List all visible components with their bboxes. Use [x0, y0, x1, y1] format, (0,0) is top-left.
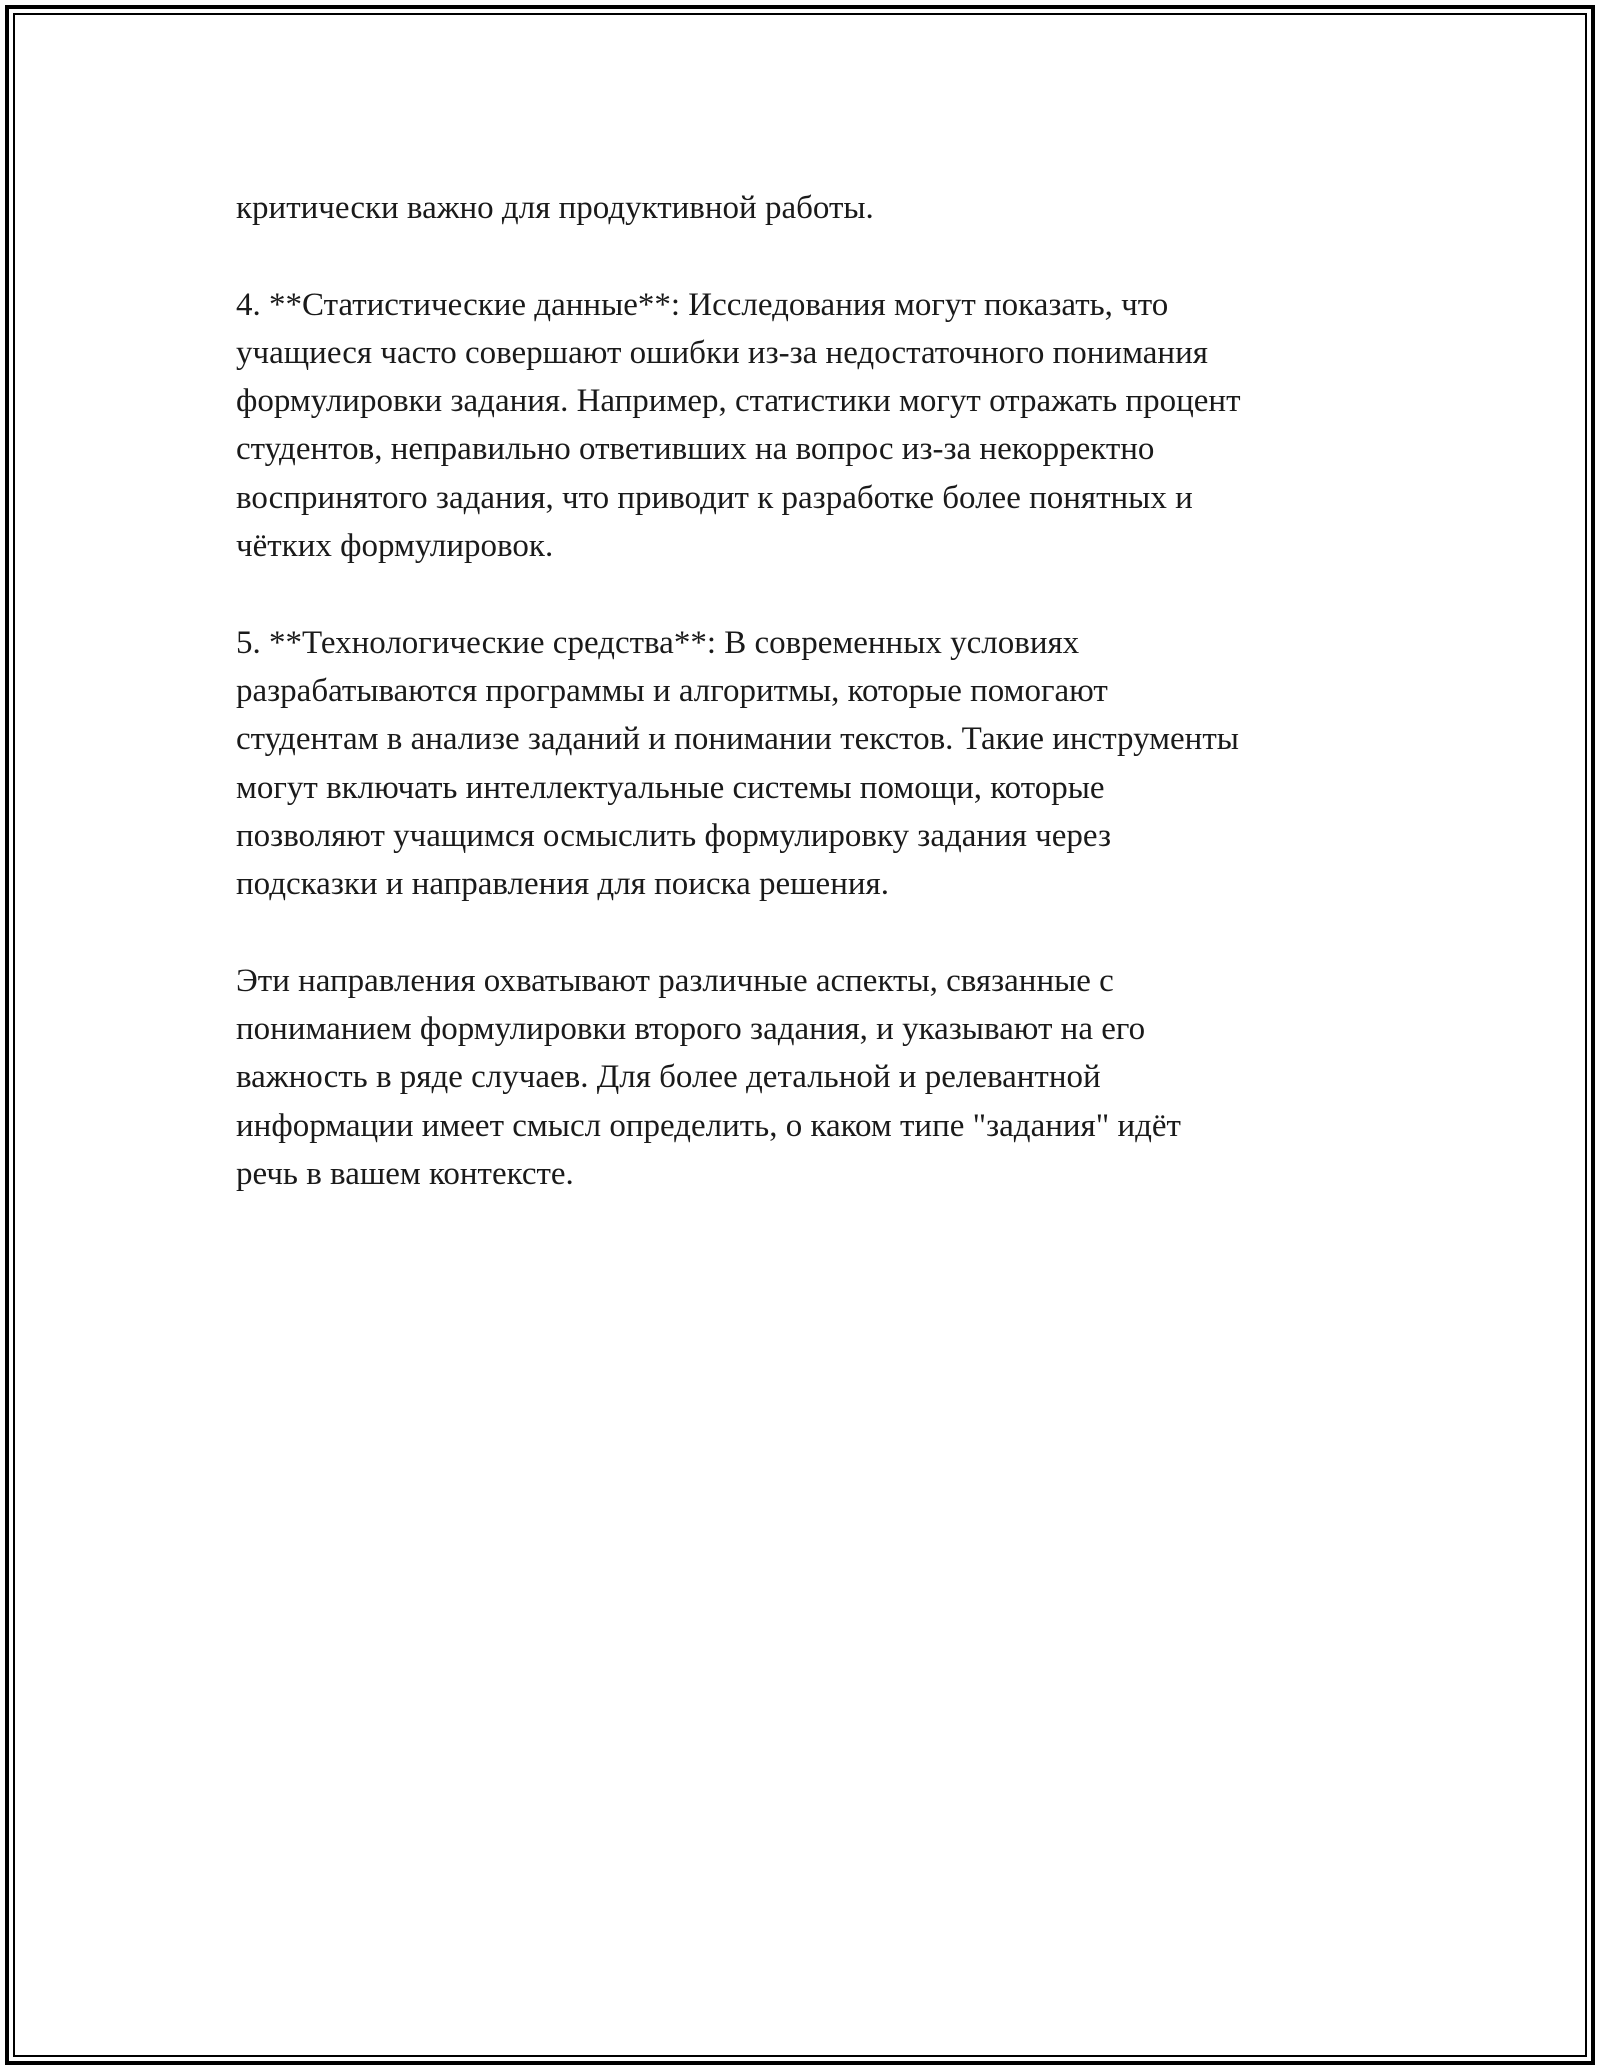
paragraph-statistical-data: 4. **Статистические данные**: Исследования могут показать, что учащиеся часто совершают ошибки из-за недостаточного понимания формулировки задания. Например, статистики могут отражать процент студентов, неправильно ответивших на вопрос из-за некорректно воспринятого задания, что приводит к разработке более понятных и чётких формулировок.	[236, 286, 1241, 565]
paragraph-intro-tail: критически важно для продуктивной работы.	[236, 190, 874, 226]
document-body	[236, 184, 1376, 1247]
paragraph-conclusion: Эти направления охватывают различные аспекты, связанные с пониманием формулировки второго задания, и указывают на его важность в ряде случаев. Для более детальной и релевантной информации имеет смысл определить, о каком типе "задания" идёт речь в вашем контексте.	[236, 962, 1181, 1192]
paragraph-technological-means: 5. **Технологические средства**: В современных условиях разрабатываются программы и алгоритмы, которые помогают студентам в анализе заданий и понимании текстов. Такие инструменты могут включать интеллектуальные системы помощи, которые позволяют учащимся осмыслить формулировку задания через подсказки и направления для поиска решения.	[236, 624, 1239, 903]
